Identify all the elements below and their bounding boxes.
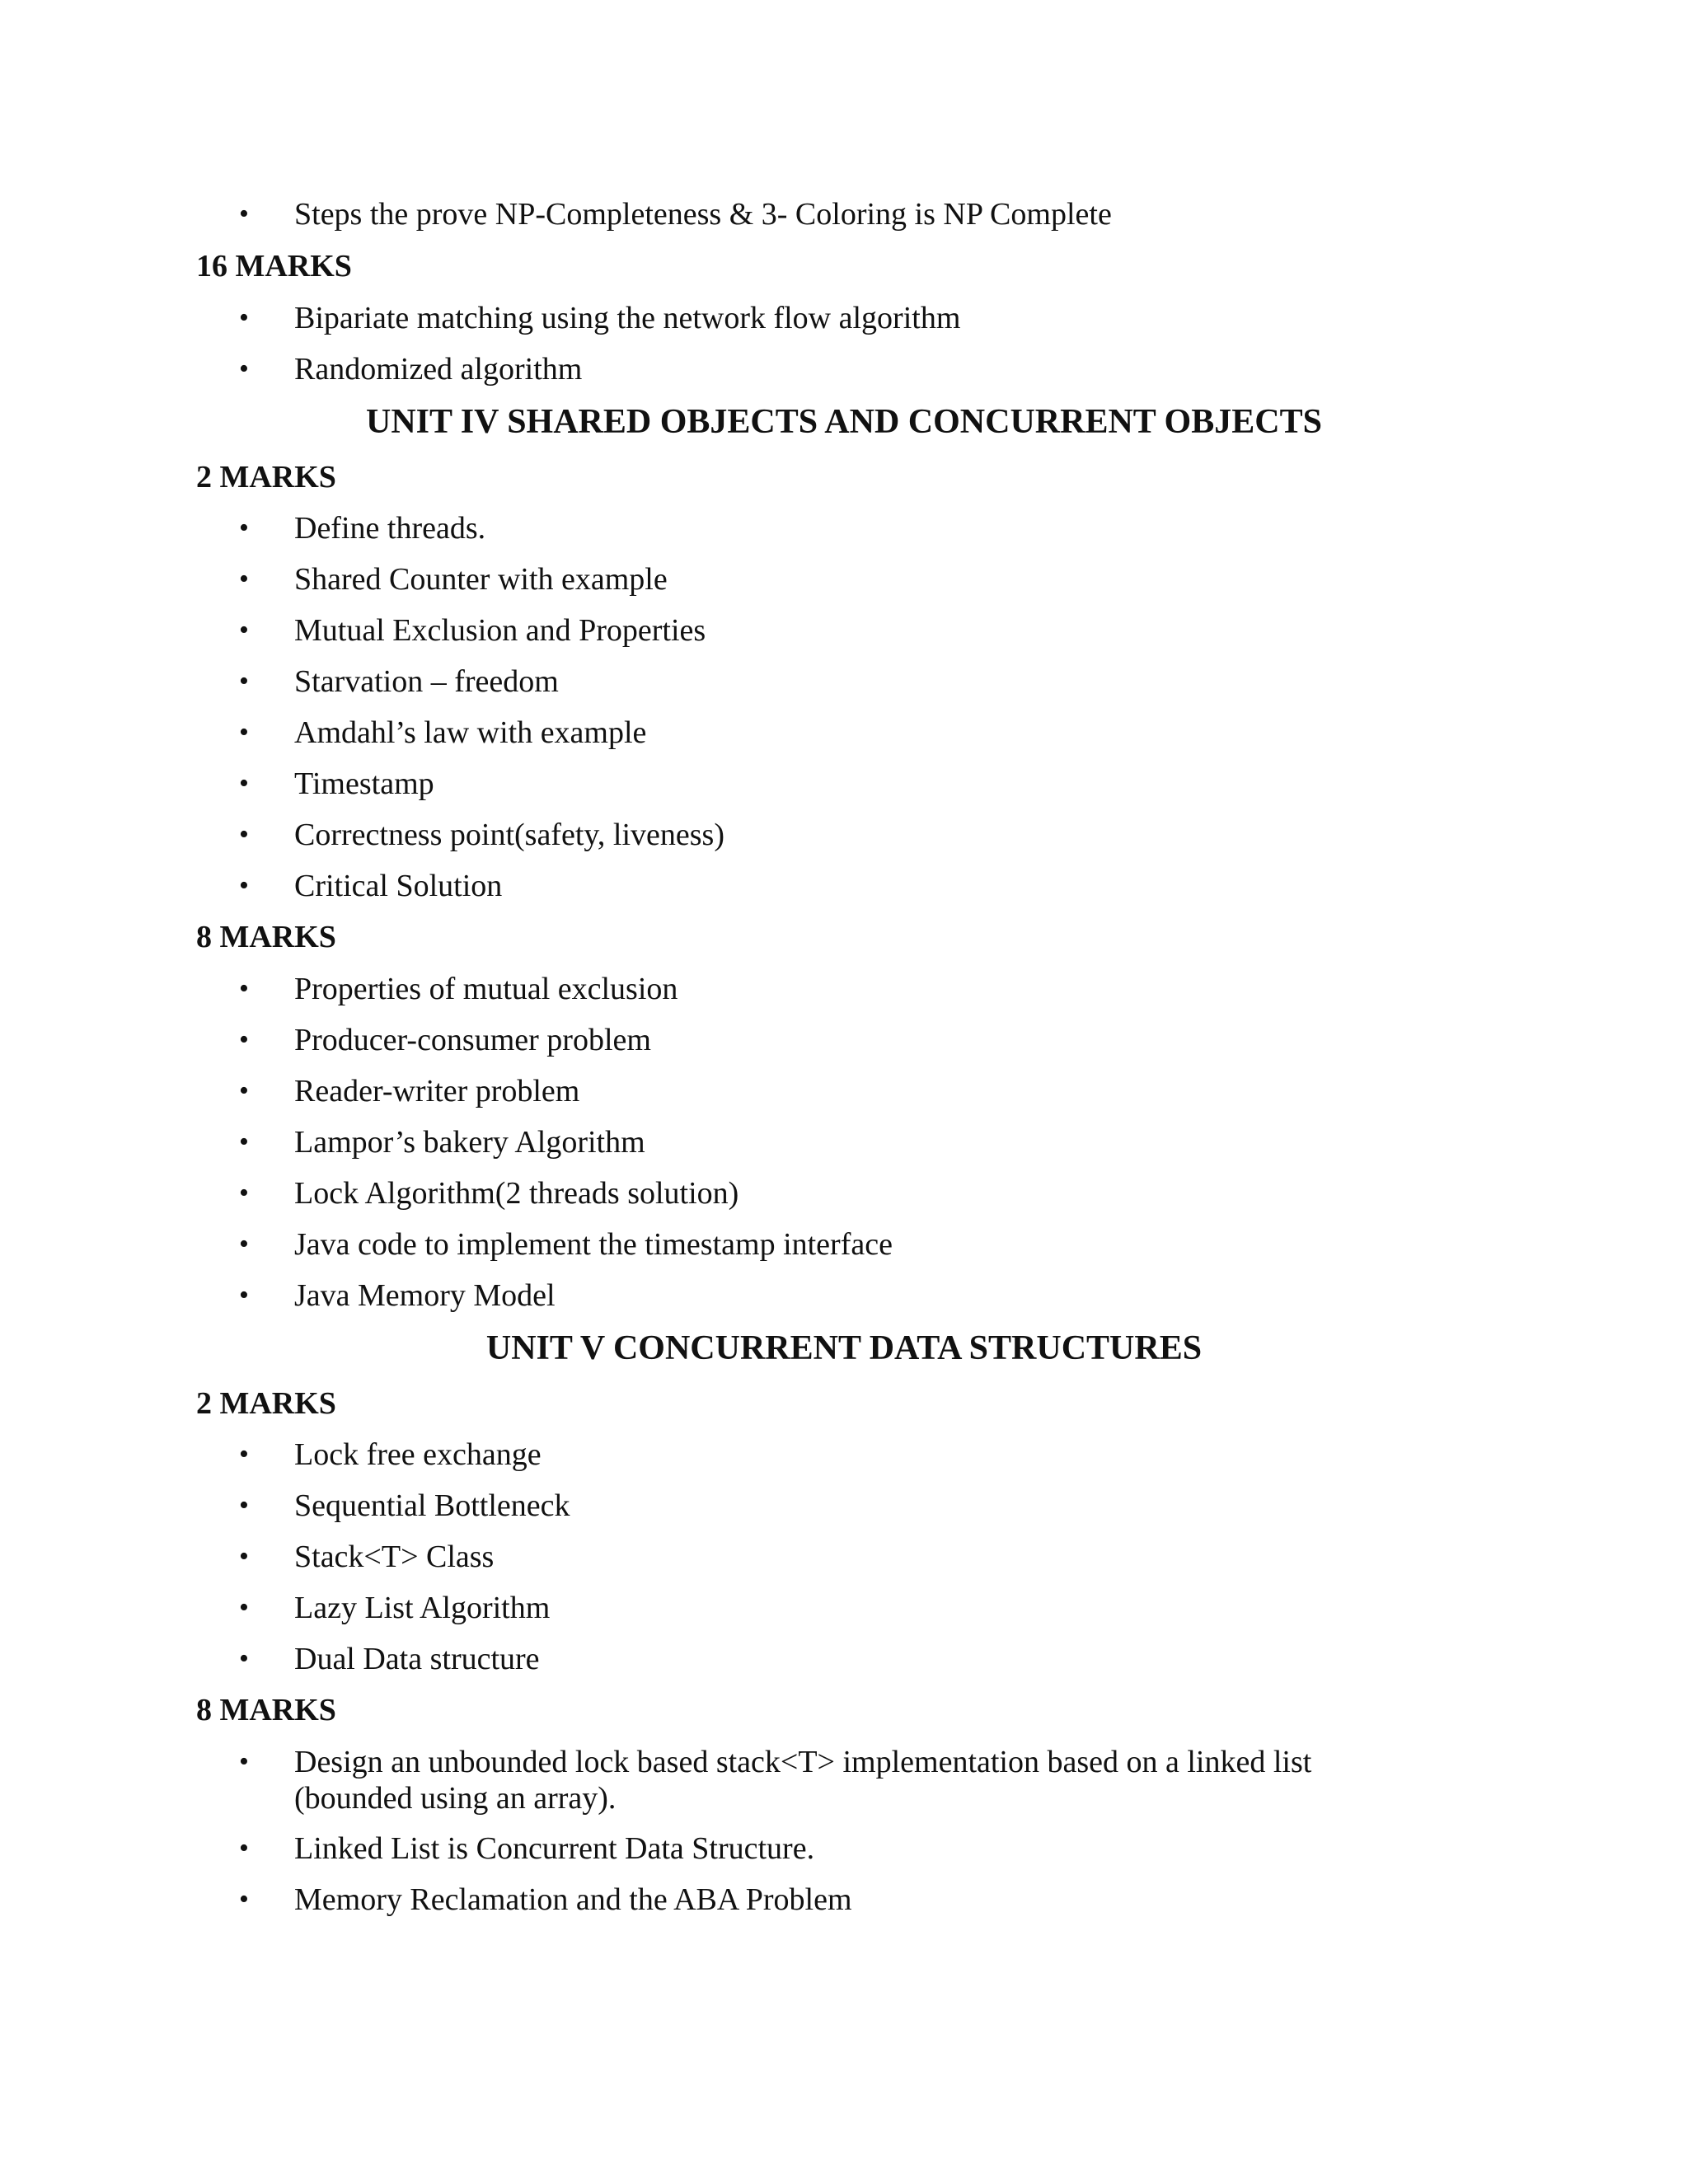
list-item-text: Amdahl’s law with example bbox=[294, 715, 647, 750]
section-heading-8-marks: 8 MARKS bbox=[196, 1693, 336, 1727]
list-item-text: Shared Counter with example bbox=[294, 562, 668, 597]
section-heading-2-marks: 2 MARKS bbox=[196, 1386, 336, 1421]
list-item bbox=[0, 707, 1688, 758]
list-item bbox=[0, 1823, 1688, 1874]
list-item-text: Stack<T> Class bbox=[294, 1540, 495, 1574]
list-item-text: Design an unbounded lock based stack<T> implementation based on a linked list (bounded using an array). bbox=[294, 1745, 1312, 1816]
bullet: • bbox=[239, 354, 249, 384]
section-heading-8-marks: 8 MARKS bbox=[196, 920, 336, 954]
list-item-text: Critical Solution bbox=[294, 869, 503, 903]
list-item bbox=[0, 758, 1688, 809]
list-item-text: Java Memory Model bbox=[294, 1278, 556, 1313]
list-item-text: Reader-writer problem bbox=[294, 1074, 580, 1108]
list-item bbox=[0, 503, 1688, 554]
list-item-text: Timestamp bbox=[294, 766, 434, 801]
bullet: • bbox=[239, 717, 249, 748]
list-item-text: Dual Data structure bbox=[294, 1642, 540, 1676]
list-item bbox=[0, 344, 1688, 395]
bullet: • bbox=[239, 1746, 249, 1777]
bullet: • bbox=[239, 819, 249, 850]
list-item bbox=[0, 809, 1688, 860]
list-item-text: Steps the prove NP-Completeness & 3- Coloring is NP Complete bbox=[294, 197, 1112, 232]
list-item-text: Define threads. bbox=[294, 511, 486, 546]
bullet: • bbox=[239, 513, 249, 543]
bullet: • bbox=[239, 973, 249, 1004]
list-item-text: Correctness point(safety, liveness) bbox=[294, 818, 724, 852]
list-item bbox=[0, 1219, 1688, 1270]
bullet: • bbox=[239, 1592, 249, 1623]
list-item bbox=[0, 860, 1688, 912]
bullet: • bbox=[239, 1178, 249, 1208]
bullet: • bbox=[239, 1884, 249, 1915]
bullet: • bbox=[239, 1024, 249, 1055]
bullet: • bbox=[239, 1643, 249, 1674]
section-heading-2-marks: 2 MARKS bbox=[196, 460, 336, 494]
list-item bbox=[0, 1736, 1688, 1827]
list-item bbox=[0, 1582, 1688, 1633]
list-item bbox=[0, 1270, 1688, 1321]
bullet: • bbox=[239, 1229, 249, 1259]
bullet: • bbox=[239, 1127, 249, 1157]
bullet: • bbox=[239, 615, 249, 645]
list-item-text: Lampor’s bakery Algorithm bbox=[294, 1125, 645, 1160]
list-item bbox=[0, 1633, 1688, 1685]
list-item bbox=[0, 1015, 1688, 1066]
bullet: • bbox=[239, 666, 249, 696]
bullet: • bbox=[239, 1541, 249, 1572]
list-item-text: Sequential Bottleneck bbox=[294, 1488, 570, 1523]
list-item bbox=[0, 189, 1688, 240]
list-item bbox=[0, 1066, 1688, 1117]
unit-5-title: UNIT V CONCURRENT DATA STRUCTURES bbox=[485, 1329, 1203, 1367]
list-item-text: Memory Reclamation and the ABA Problem bbox=[294, 1882, 852, 1917]
list-item bbox=[0, 605, 1688, 656]
list-item bbox=[0, 554, 1688, 605]
list-item bbox=[0, 1531, 1688, 1582]
bullet: • bbox=[239, 870, 249, 901]
list-item-text: Linked List is Concurrent Data Structure. bbox=[294, 1831, 815, 1866]
list-item-text: Randomized algorithm bbox=[294, 352, 583, 387]
bullet: • bbox=[239, 1439, 249, 1469]
list-item bbox=[0, 1874, 1688, 1925]
bullet: • bbox=[239, 1833, 249, 1863]
list-item bbox=[0, 1117, 1688, 1168]
list-item bbox=[0, 1168, 1688, 1219]
list-item-text: Lock free exchange bbox=[294, 1437, 542, 1472]
unit-4-title: UNIT IV SHARED OBJECTS AND CONCURRENT OBJECTS bbox=[366, 403, 1322, 441]
section-heading-16-marks: 16 MARKS bbox=[196, 249, 352, 284]
list-item-text: Java code to implement the timestamp interface bbox=[294, 1227, 893, 1262]
list-item-text: Bipariate matching using the network flow algorithm bbox=[294, 301, 961, 335]
bullet: • bbox=[239, 1076, 249, 1106]
bullet: • bbox=[239, 302, 249, 333]
list-item bbox=[0, 963, 1688, 1015]
list-item bbox=[0, 1429, 1688, 1480]
bullet: • bbox=[239, 768, 249, 799]
bullet: • bbox=[239, 564, 249, 594]
bullet: • bbox=[239, 1280, 249, 1310]
list-item-text: Lock Algorithm(2 threads solution) bbox=[294, 1176, 739, 1211]
list-item-text: Properties of mutual exclusion bbox=[294, 972, 678, 1006]
list-item bbox=[0, 656, 1688, 707]
list-item-text: Producer-consumer problem bbox=[294, 1023, 651, 1057]
list-item bbox=[0, 1480, 1688, 1531]
bullet: • bbox=[239, 1490, 249, 1521]
list-item-text: Lazy List Algorithm bbox=[294, 1591, 551, 1625]
list-item bbox=[0, 293, 1688, 344]
list-item-text: Mutual Exclusion and Properties bbox=[294, 613, 706, 648]
list-item-text: Starvation – freedom bbox=[294, 664, 559, 699]
bullet: • bbox=[239, 199, 249, 229]
